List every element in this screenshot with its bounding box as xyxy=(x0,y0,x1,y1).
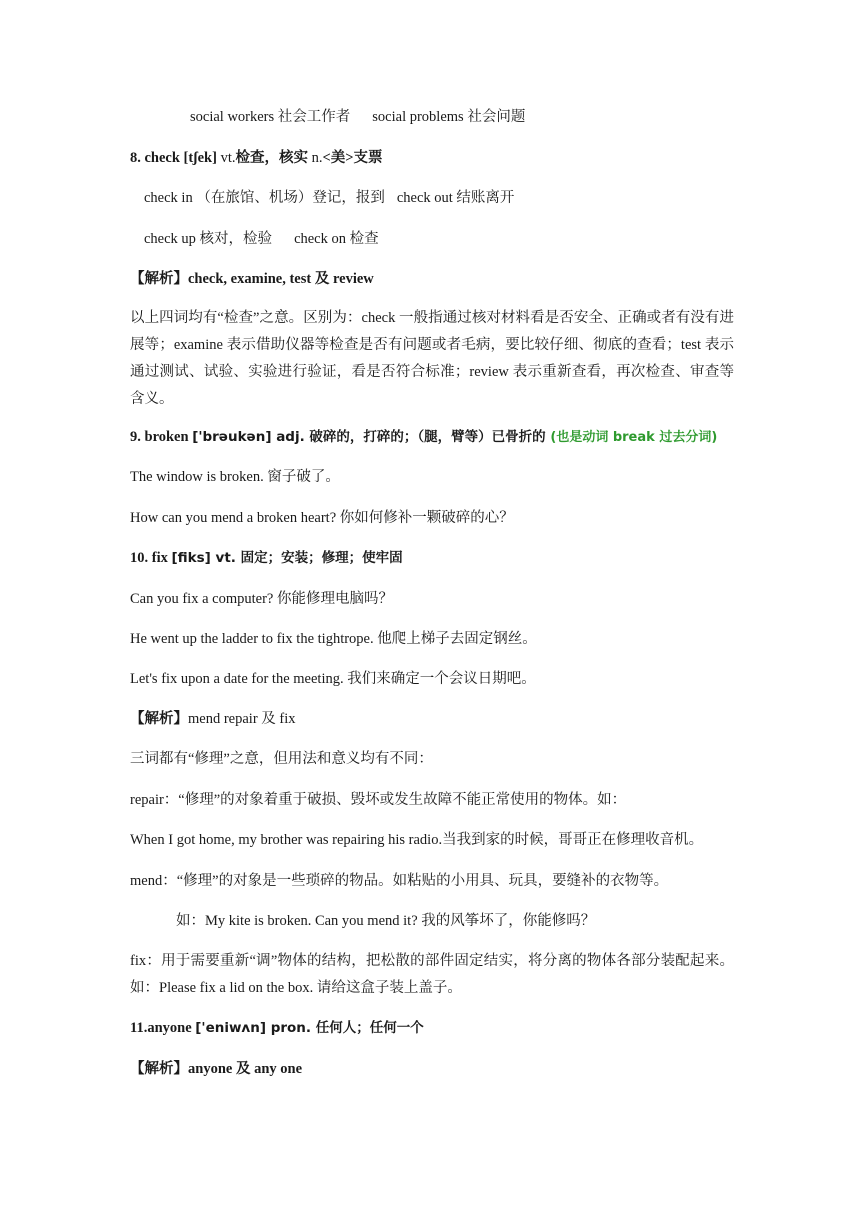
example-broken-1: The window is broken. 窗子破了。 xyxy=(130,469,340,485)
entry-meaning-check-noun: <美>支票 xyxy=(322,150,383,166)
analysis-heading-anyone xyxy=(130,1056,734,1082)
phrase-check-up: check up 核对，检验 xyxy=(144,231,273,247)
phrase-social-problems: social problems 社会问题 xyxy=(372,109,526,125)
entry-word-anyone: 11.anyone xyxy=(130,1020,196,1036)
entry-phonetic-fix: [fiks] vt. 固定；安装；修理；使牢固 xyxy=(171,550,403,566)
example-fix-1: Can you fix a computer? 你能修理电脑吗？ xyxy=(130,591,393,607)
analysis-topic: anyone 及 any one xyxy=(188,1061,303,1077)
entry-word-fix: 10. fix xyxy=(130,550,172,566)
entry-heading-check xyxy=(130,145,734,171)
entry-note-broken: (也是动词 break 过去分词) xyxy=(550,430,718,445)
phrase-social-workers: social workers 社会工作者 xyxy=(190,109,351,125)
example-fix-2: He went up the ladder to fix the tightrope. 他爬上梯子去固定钢丝。 xyxy=(130,631,537,647)
paragraph-fix-usage: fix：用于需要重新“调”物体的结构，把松散的部件固定结实，将分离的物体各部分装配起来。如：Please fix a lid on the box. 请给这盒子装上盖子。 xyxy=(130,953,734,996)
entry-heading-anyone xyxy=(130,1015,734,1041)
analysis-topic: check, examine, test 及 review xyxy=(188,271,374,287)
entry-phonetic-anyone: ['eniwʌn] pron. 任何人；任何一个 xyxy=(195,1020,424,1036)
paragraph-check-difference: 以上四词均有“检查”之意。区别为：check 一般指通过核对材料看是否安全、正确或者有没有进展等；examine 表示借助仪器等检查是否有问题或者毛病，要比较仔细、彻底的查看；test 表示通过测试、试验、实验进行验证，看是否符合标准；review 表示重新查看，再次检查、审查等含义。 xyxy=(130,310,734,407)
entry-word-check: 8. check [tʃek] xyxy=(130,150,217,166)
phrase-line-check-in-out xyxy=(144,185,748,211)
entry-pos-vt: vt. xyxy=(216,150,236,166)
entry-heading-broken xyxy=(130,424,734,451)
analysis-bracket: 【解析】 xyxy=(130,271,188,287)
phrase-line-social xyxy=(190,104,794,130)
paragraph-fix-intro: 三词都有“修理”之意，但用法和意义均有不同： xyxy=(130,751,433,767)
phrase-line-check-up-on xyxy=(144,226,748,252)
phrase-check-on: check on 检查 xyxy=(294,231,379,247)
example-broken-2: How can you mend a broken heart? 你如何修补一颗破碎的心？ xyxy=(130,510,514,526)
analysis-bracket: 【解析】 xyxy=(130,1061,188,1077)
entry-heading-fix xyxy=(130,545,734,571)
example-fix-3: Let's fix upon a date for the meeting. 我们来确定一个会议日期吧。 xyxy=(130,671,536,687)
phrase-check-in: check in （在旅馆、机场）登记，报到 xyxy=(144,190,385,206)
analysis-bracket: 【解析】 xyxy=(130,711,188,727)
entry-word-broken: 9. broken xyxy=(130,429,193,445)
analysis-heading-check xyxy=(130,266,734,292)
example-mend: 如：My kite is broken. Can you mend it? 我的风筝坏了，你能修吗？ xyxy=(176,913,596,929)
phrase-check-out: check out 结账离开 xyxy=(396,190,515,206)
entry-pos-n: n. xyxy=(311,150,323,166)
entry-phonetic-broken: ['brəukən] adj. 破碎的，打碎的；（腿，臂等）已骨折的 xyxy=(192,429,551,445)
paragraph-mend: mend：“修理”的对象是一些琐碎的物品。如粘贴的小用具、玩具，要缝补的衣物等。 xyxy=(130,873,669,889)
analysis-topic: mend repair 及 fix xyxy=(188,711,296,727)
example-repair: When I got home, my brother was repairing his radio.当我到家的时候，哥哥正在修理收音机。 xyxy=(130,832,704,848)
analysis-heading-fix xyxy=(130,706,734,732)
entry-meaning-check: 检查，核实 xyxy=(235,150,312,166)
paragraph-repair: repair：“修理”的对象着重于破损、毁坏或发生故障不能正常使用的物体。如： xyxy=(130,792,627,808)
